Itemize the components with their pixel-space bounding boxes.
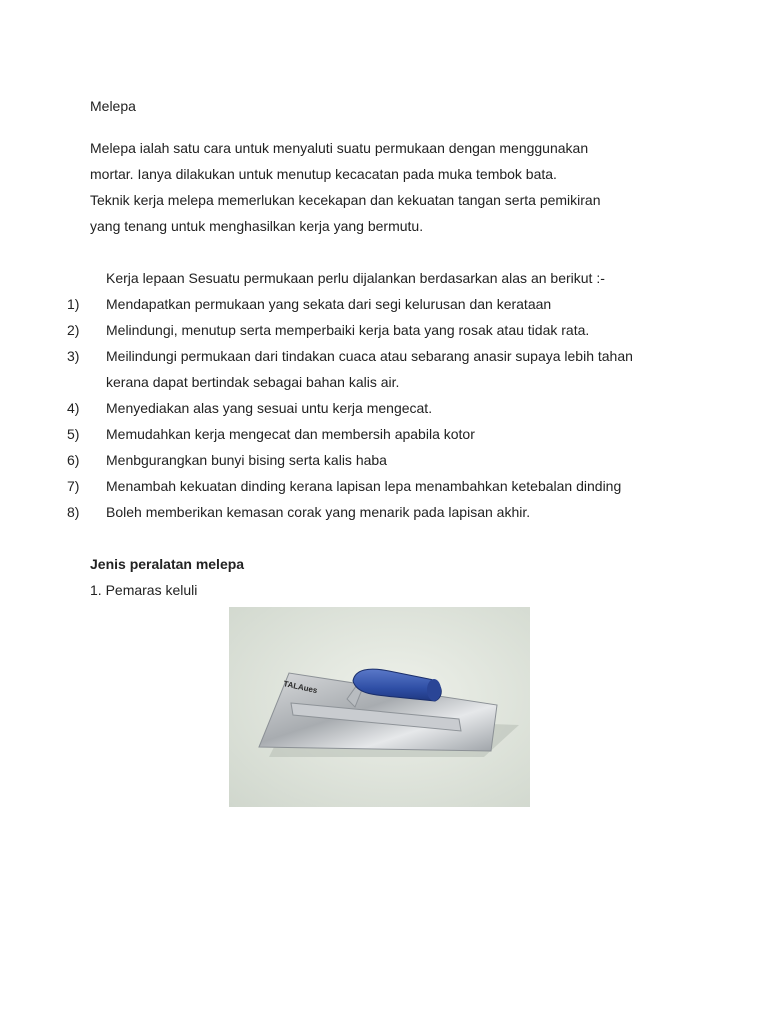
list-text: Menbgurangkan bunyi bising serta kalis haba <box>106 452 387 468</box>
tools-heading: Jenis peralatan melepa <box>90 556 245 572</box>
intro-line-3: Teknik kerja melepa memerlukan kecekapan dan kekuatan tangan serta pemikiran <box>90 192 601 208</box>
tool-item-1: 1. Pemaras keluli <box>90 582 198 598</box>
intro-line-2: mortar. Ianya dilakukan untuk menutup kecacatan pada muka tembok bata. <box>90 166 557 182</box>
brand-text: TALAues <box>282 679 319 696</box>
list-number: 2) <box>67 322 80 338</box>
intro-line-1: Melepa ialah satu cara untuk menyaluti suatu permukaan dengan menggunakan <box>90 140 589 156</box>
list-text: kerana dapat bertindak sebagai bahan kalis air. <box>106 374 400 390</box>
list-number: 5) <box>67 426 80 442</box>
list-number: 7) <box>67 478 80 494</box>
intro-line-4: yang tenang untuk menghasilkan kerja yang bermutu. <box>90 218 424 234</box>
list-number: 6) <box>67 452 80 468</box>
trowel-photo <box>229 607 530 807</box>
list-intro: Kerja lepaan Sesuatu permukaan perlu dijalankan berdasarkan alas an berikut :- <box>106 270 605 286</box>
list-text: Melindungi, menutup serta memperbaiki kerja bata yang rosak atau tidak rata. <box>106 322 590 338</box>
list-text: Mendapatkan permukaan yang sekata dari segi kelurusan dan kerataan <box>106 296 552 312</box>
list-text: Menambah kekuatan dinding kerana lapisan lepa menambahkan ketebalan dinding <box>106 478 622 494</box>
list-number: 4) <box>67 400 80 416</box>
list-text: Memudahkan kerja mengecat dan membersih apabila kotor <box>106 426 475 442</box>
handle-end <box>427 679 441 701</box>
list-text: Meilindungi permukaan dari tindakan cuaca atau sebarang anasir supaya lebih tahan <box>106 348 633 364</box>
list-text: Menyediakan alas yang sesuai untu kerja mengecat. <box>106 400 433 416</box>
list-text: Boleh memberikan kemasan corak yang menarik pada lapisan akhir. <box>106 504 531 520</box>
list-number: 8) <box>67 504 80 520</box>
list-number: 3) <box>67 348 80 364</box>
page-title: Melepa <box>90 98 136 114</box>
list-number: 1) <box>67 296 80 312</box>
trowel-illustration <box>229 607 530 807</box>
